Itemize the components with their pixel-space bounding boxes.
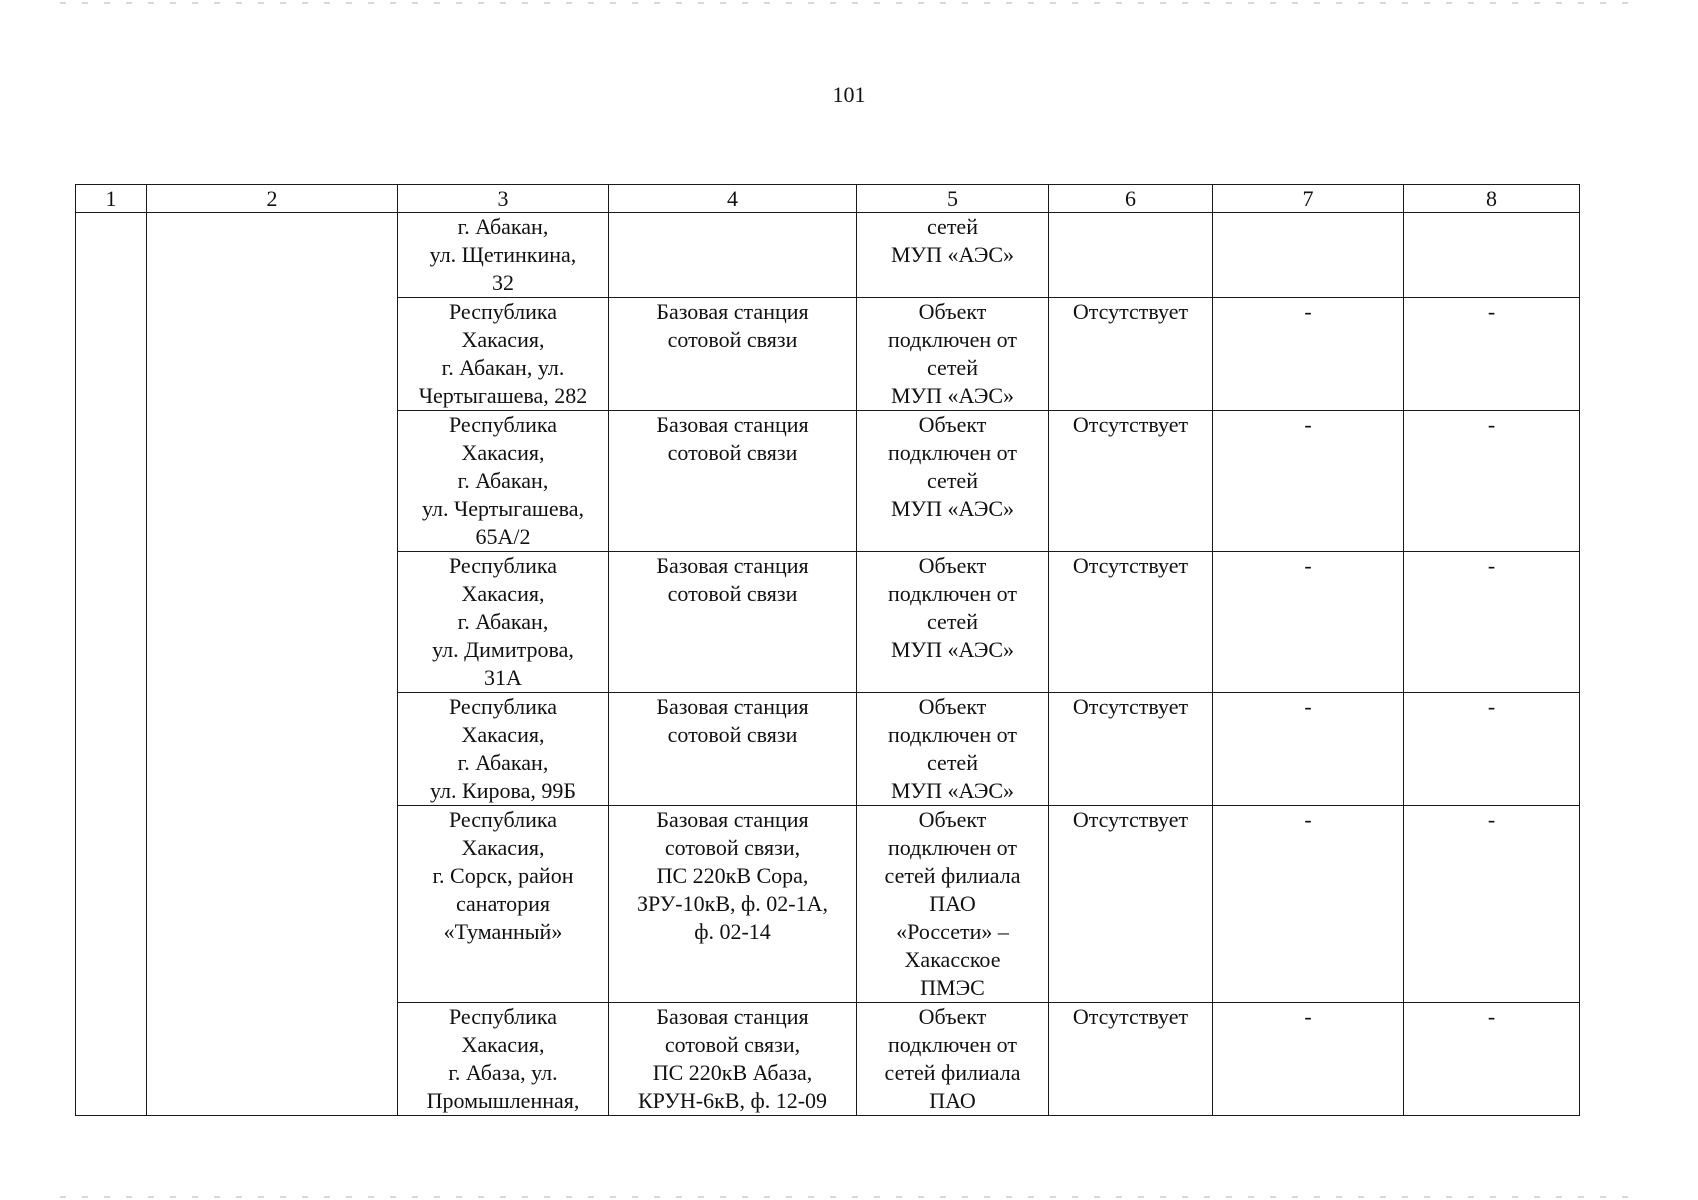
cell-line: подключен от — [887, 440, 1018, 465]
cell-line: сетей — [927, 214, 978, 239]
status-text: Отсутствует — [1072, 412, 1189, 437]
cell-line: МУП «АЭС» — [890, 637, 1015, 662]
cell-line: ул. Димитрова, — [432, 637, 574, 662]
cell-line: подключен от — [887, 327, 1018, 352]
cell-line: ПМЭС — [920, 975, 985, 1000]
cell-line: Базовая станция — [656, 299, 809, 324]
cell-c4 — [609, 806, 857, 1003]
cell-c7 — [1213, 693, 1404, 806]
cell-c5 — [857, 298, 1049, 411]
cell-c6 — [1049, 693, 1213, 806]
cell-c7 — [1213, 552, 1404, 693]
status-text: Отсутствует — [1072, 1004, 1189, 1029]
cell-line: ПС 220кВ Сора, — [656, 863, 809, 888]
cell-c4 — [609, 1003, 857, 1116]
cell-line: МУП «АЭС» — [890, 778, 1015, 803]
cell-line: ПС 220кВ Абаза, — [652, 1060, 813, 1085]
cell-c8 — [1404, 411, 1580, 552]
cell-c6 — [1049, 411, 1213, 552]
cell-c7 — [1213, 1003, 1404, 1116]
cell-line: Базовая станция — [656, 1004, 809, 1029]
cell-line: подключен от — [887, 722, 1018, 747]
cell-line: ЗРУ-10кВ, ф. 02-1А, — [637, 891, 828, 916]
scan-artifact-bottom — [60, 1196, 1640, 1198]
column-header: 7 — [1213, 185, 1404, 213]
cell-line: Республика — [448, 299, 558, 324]
cell-c1 — [76, 213, 147, 1116]
column-header: 5 — [857, 185, 1049, 213]
cell-line: Базовая станция — [656, 553, 809, 578]
cell-c5 — [857, 411, 1049, 552]
cell-line: МУП «АЭС» — [890, 496, 1015, 521]
cell-c4 — [609, 298, 857, 411]
cell-c3 — [398, 411, 609, 552]
data-table — [75, 184, 1580, 1116]
status-text: Отсутствует — [1072, 694, 1189, 719]
cell-c6 — [1049, 298, 1213, 411]
cell-line: сетей — [927, 609, 978, 634]
column-header: 3 — [398, 185, 609, 213]
dash-value: - — [1304, 807, 1312, 832]
cell-c2 — [147, 213, 398, 1116]
cell-line: Республика — [448, 694, 558, 719]
cell-c4 — [609, 213, 857, 298]
cell-line: Хакасия, — [461, 835, 545, 860]
cell-line: ПАО — [929, 1088, 976, 1113]
cell-c3 — [398, 806, 609, 1003]
cell-line: сетей — [927, 468, 978, 493]
cell-line: сотовой связи, — [664, 835, 801, 860]
cell-line: МУП «АЭС» — [890, 383, 1015, 408]
cell-line: ПАО — [929, 891, 976, 916]
cell-line: Республика — [448, 1004, 558, 1029]
cell-line: Базовая станция — [656, 807, 809, 832]
column-header: 4 — [609, 185, 857, 213]
cell-c4 — [609, 411, 857, 552]
cell-c6 — [1049, 806, 1213, 1003]
cell-c8 — [1404, 213, 1580, 298]
cell-c3 — [398, 213, 609, 298]
column-header: 1 — [76, 185, 147, 213]
cell-line: сетей — [927, 355, 978, 380]
column-header: 8 — [1404, 185, 1580, 213]
cell-line: ул. Чертыгашева, — [421, 496, 585, 521]
dash-value: - — [1304, 299, 1312, 324]
cell-line: сотовой связи, — [664, 1032, 801, 1057]
cell-line: сетей филиала — [884, 1060, 1021, 1085]
cell-line: Республика — [448, 412, 558, 437]
cell-c6 — [1049, 1003, 1213, 1116]
cell-line: Объект — [918, 694, 987, 719]
cell-line: сотовой связи — [667, 440, 798, 465]
cell-c4 — [609, 552, 857, 693]
cell-c5 — [857, 213, 1049, 298]
cell-line: сетей филиала — [884, 863, 1021, 888]
cell-line: г. Абакан, — [457, 468, 549, 493]
status-text: Отсутствует — [1072, 299, 1189, 324]
cell-c5 — [857, 1003, 1049, 1116]
cell-c8 — [1404, 298, 1580, 411]
cell-c8 — [1404, 552, 1580, 693]
cell-line: Объект — [918, 553, 987, 578]
cell-line: 65А/2 — [475, 524, 531, 549]
cell-line: г. Абакан, — [457, 750, 549, 775]
dash-value: - — [1304, 694, 1312, 719]
dash-value: - — [1487, 412, 1496, 437]
cell-line: подключен от — [887, 835, 1018, 860]
dash-value: - — [1304, 553, 1312, 578]
dash-value: - — [1304, 412, 1312, 437]
cell-line: Объект — [918, 1004, 987, 1029]
column-header: 2 — [147, 185, 398, 213]
cell-line: «Туманный» — [443, 919, 563, 944]
dash-value: - — [1487, 1004, 1496, 1029]
cell-line: сетей — [927, 750, 978, 775]
table-row — [76, 213, 1580, 298]
cell-line: подключен от — [887, 581, 1018, 606]
cell-line: ул. Щетинкина, — [429, 242, 577, 267]
cell-line: подключен от — [887, 1032, 1018, 1057]
cell-line: «Россети» – — [896, 919, 1009, 944]
cell-line: МУП «АЭС» — [890, 242, 1015, 267]
cell-c7 — [1213, 298, 1404, 411]
cell-line: г. Сорск, район — [432, 863, 574, 888]
cell-c3 — [398, 1003, 609, 1116]
status-text: Отсутствует — [1072, 553, 1189, 578]
cell-c6 — [1049, 213, 1213, 298]
cell-line: Республика — [448, 807, 558, 832]
cell-line: сотовой связи — [667, 581, 798, 606]
cell-c6 — [1049, 552, 1213, 693]
cell-c8 — [1404, 806, 1580, 1003]
cell-c3 — [398, 693, 609, 806]
cell-c3 — [398, 298, 609, 411]
dash-value: - — [1304, 1004, 1312, 1029]
cell-c8 — [1404, 693, 1580, 806]
scan-artifact-top — [60, 2, 1640, 4]
cell-c5 — [857, 552, 1049, 693]
cell-c5 — [857, 693, 1049, 806]
cell-line: Объект — [918, 299, 987, 324]
cell-line: г. Абакан, — [457, 609, 549, 634]
cell-line: сотовой связи — [667, 722, 798, 747]
cell-line: санатория — [456, 891, 550, 916]
dash-value: - — [1487, 694, 1496, 719]
cell-line: Базовая станция — [656, 412, 809, 437]
cell-line: ф. 02-14 — [694, 919, 771, 944]
cell-line: Хакасия, — [461, 1032, 545, 1057]
page-number: 101 — [832, 82, 866, 107]
table-header-row — [76, 185, 1580, 213]
cell-c7 — [1213, 213, 1404, 298]
cell-line: Хакасия, — [461, 581, 545, 606]
cell-c8 — [1404, 1003, 1580, 1116]
cell-c4 — [609, 693, 857, 806]
cell-line: КРУН-6кВ, ф. 12-09 — [637, 1088, 828, 1113]
cell-line: Промышленная, — [426, 1088, 580, 1113]
dash-value: - — [1487, 807, 1496, 832]
cell-line: Хакасия, — [461, 722, 545, 747]
cell-line: 31А — [484, 665, 522, 690]
cell-c7 — [1213, 806, 1404, 1003]
cell-c5 — [857, 806, 1049, 1003]
cell-line: Объект — [918, 807, 987, 832]
cell-line: 32 — [492, 270, 514, 295]
cell-c7 — [1213, 411, 1404, 552]
dash-value: - — [1487, 553, 1496, 578]
cell-line: г. Абакан, ул. — [441, 355, 565, 380]
cell-line: Хакасия, — [461, 440, 545, 465]
cell-line: Хакасия, — [461, 327, 545, 352]
column-header: 6 — [1049, 185, 1213, 213]
cell-c3 — [398, 552, 609, 693]
cell-line: ул. Кирова, 99Б — [430, 778, 576, 803]
status-text: Отсутствует — [1072, 807, 1189, 832]
cell-line: г. Абакан, — [457, 214, 549, 239]
cell-line: Республика — [448, 553, 558, 578]
cell-line: Объект — [918, 412, 987, 437]
cell-line: сотовой связи — [667, 327, 798, 352]
cell-line: г. Абаза, ул. — [448, 1060, 558, 1085]
dash-value: - — [1487, 299, 1496, 324]
cell-line: Базовая станция — [656, 694, 809, 719]
cell-line: Чертыгашева, 282 — [418, 383, 588, 408]
cell-line: Хакасское — [904, 947, 1001, 972]
